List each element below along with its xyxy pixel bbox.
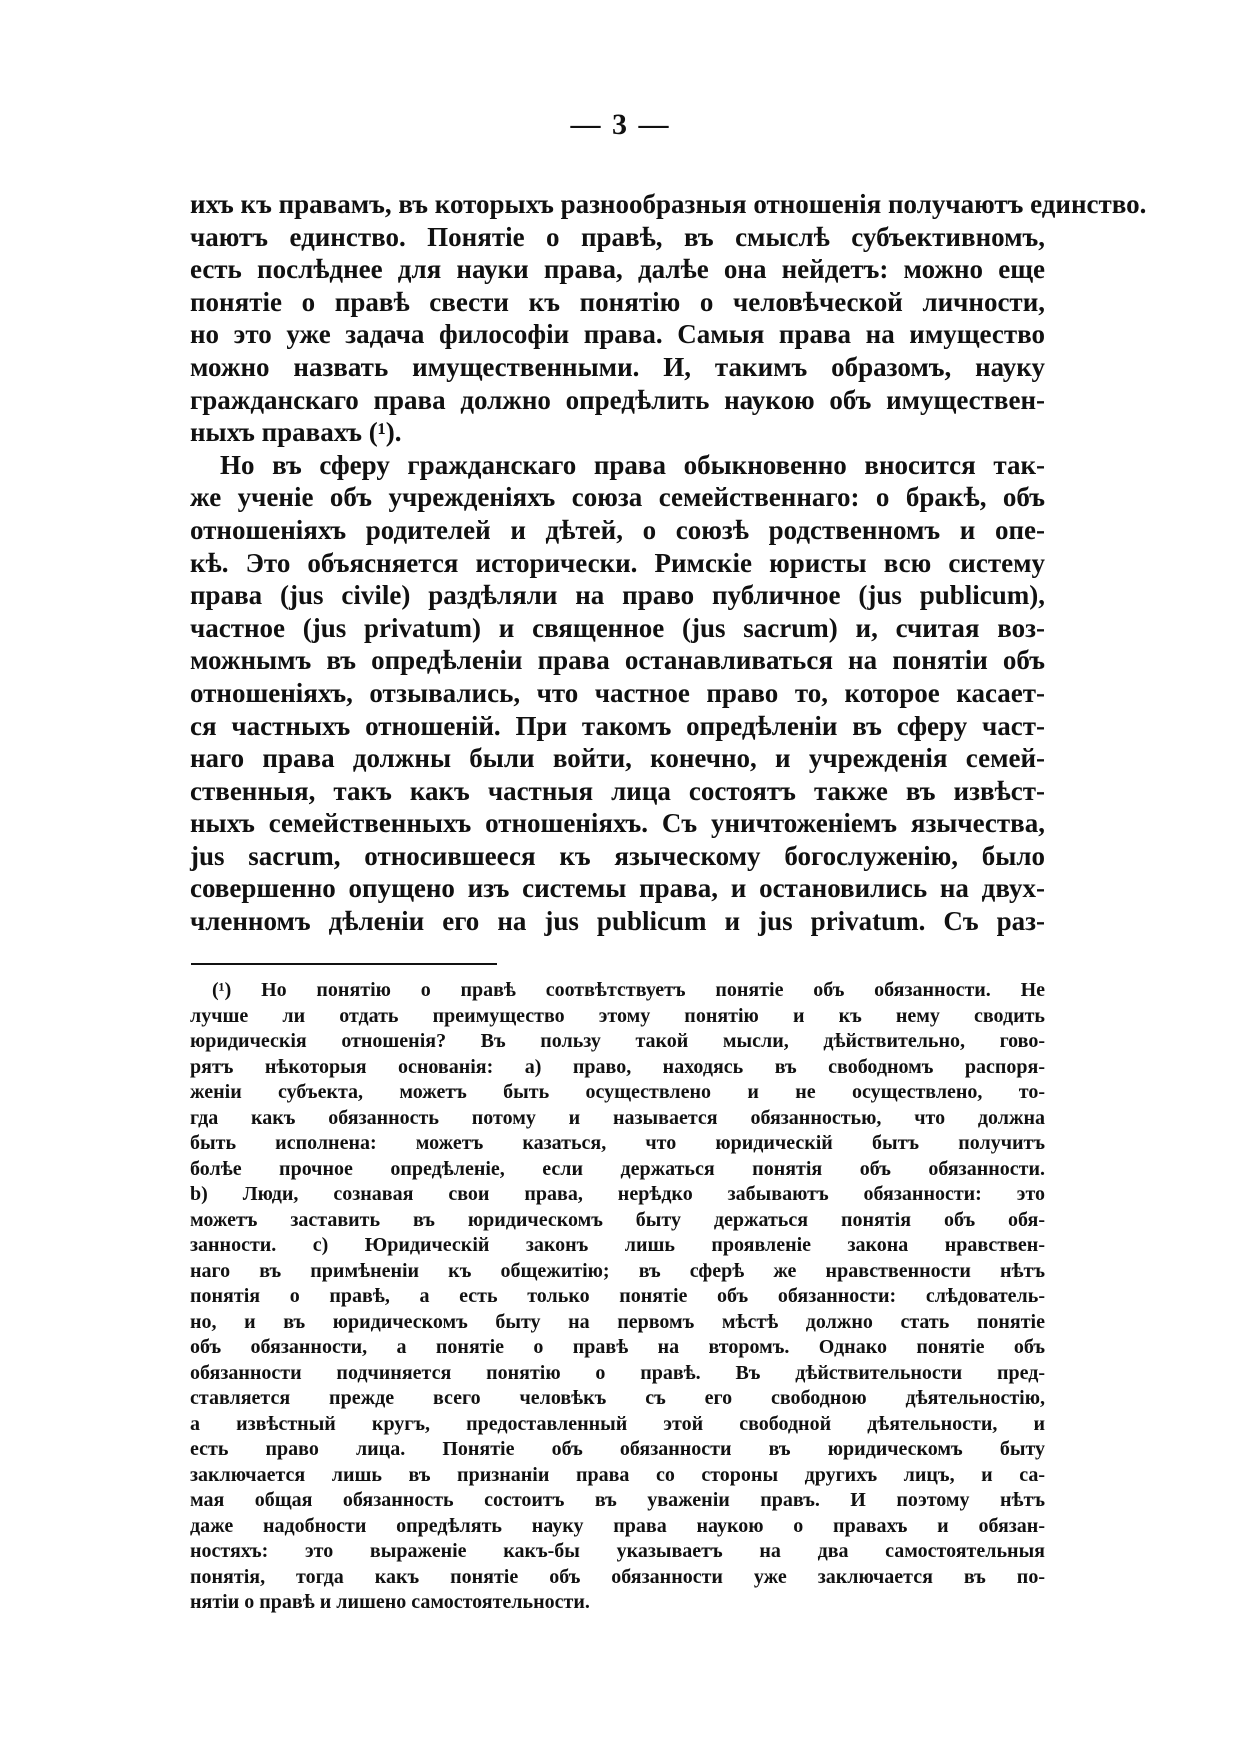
page-number: — 3 — <box>570 108 671 141</box>
footnote-line: наго въ примѣненіи къ общежитію; въ сферѣ же нравственности нѣтъ <box>190 1259 1045 1282</box>
text-line: можно назвать имущественными. И, такимъ образомъ, науку <box>190 351 1045 382</box>
footnote-line: занности. c) Юридическій законъ лишь проявленіе закона нравствен- <box>190 1234 1045 1256</box>
footnote-line: женіи субъекта, можетъ быть осуществлено и не осуществлено, то- <box>190 1081 1045 1103</box>
footnote-line: обязанности подчиняется понятію о правѣ. Въ дѣйствительности пред- <box>190 1361 1045 1384</box>
footnote-line: но, и въ юридическомъ быту на первомъ мѣстѣ должно стать понятіе <box>190 1310 1045 1333</box>
text-line: jus sacrum, относившееся къ языческому богослуженію, было <box>190 840 1045 871</box>
footnote-line: b) Люди, сознавая свои права, нерѣдко забываютъ обязанности: это <box>190 1183 1045 1205</box>
text-line: наго права должны были войти, конечно, и учрежденія семей- <box>190 743 1045 774</box>
footnote-line: понятія о правѣ, а есть только понятіе объ обязанности: слѣдователь- <box>190 1285 1045 1307</box>
text-line: же ученіе объ учрежденіяхъ союза семейственнаго: о бракѣ, объ <box>190 482 1045 513</box>
text-line: ихъ къ правамъ, въ которыхъ разнообразныя отношенія получаютъ единство. <box>190 189 1147 219</box>
text-line: можнымъ въ опредѣленіи права останавливаться на понятіи объ <box>190 645 1045 676</box>
footnote-line: гда какъ обязанность потому и называется обязанностью, что должна <box>190 1106 1045 1129</box>
main-text-block <box>190 188 1147 938</box>
text-line: чаютъ единство. Понятіе о правѣ, въ смыслѣ субъективномъ, <box>190 221 1045 252</box>
footnote-line: мая общая обязанность состоитъ въ уваженіи правъ. И поэтому нѣтъ <box>190 1489 1045 1511</box>
text-line: Но въ сферу гражданскаго права обыкновенно вносится так- <box>220 449 1045 480</box>
footnote-line: ставляется прежде всего человѣкъ съ его свободною дѣятельностію, <box>190 1387 1045 1409</box>
text-line: отношеніяхъ, отзывались, что частное право то, которое касает- <box>190 677 1045 708</box>
footnote-line: лучше ли отдать преимущество этому понятію и къ нему сводить <box>190 1004 1045 1027</box>
footnote-block <box>190 978 1045 1616</box>
text-line: ныхъ семейственныхъ отношеніяхъ. Съ уничтоженіемъ язычества, <box>190 808 1045 839</box>
footnote-line: а извѣстный кругъ, предоставленный этой свободной дѣятельности, и <box>190 1412 1045 1435</box>
text-line: членномъ дѣленіи его на jus publicum и jus privatum. Съ раз- <box>190 906 1045 937</box>
footnote-line: болѣе прочное опредѣленіе, если держаться понятія объ обязанности. <box>190 1157 1045 1180</box>
footnote-line: заключается лишь въ признаніи права со стороны другихъ лицъ, и са- <box>190 1463 1045 1486</box>
text-line: права (jus civile) раздѣляли на право публичное (jus publicum), <box>190 580 1045 611</box>
footnote-line: даже надобности опредѣлять науку права наукою о правахъ и обязан- <box>190 1514 1045 1537</box>
text-line: гражданскаго права должно опредѣлить наукою объ имуществен- <box>190 384 1045 415</box>
text-line: есть послѣднее для науки права, далѣе она нейдетъ: можно еще <box>190 254 1045 285</box>
footnote-line: ностяхъ: это выраженіе какъ-бы указываетъ на два самостоятельныя <box>190 1540 1045 1562</box>
text-line: ныхъ правахъ (¹). <box>190 417 402 448</box>
footnote-line: (¹) Но понятію о правѣ соотвѣтствуетъ понятіе объ обязанности. Не <box>212 979 1045 1001</box>
footnote-separator <box>191 963 497 965</box>
text-line: ся частныхъ отношеній. При такомъ опредѣленіи въ сферу част- <box>190 710 1045 741</box>
text-line: отношеніяхъ родителей и дѣтей, о союзѣ родственномъ и опе- <box>190 514 1045 545</box>
text-line: совершенно опущено изъ системы права, и остановились на двух- <box>190 873 1045 904</box>
text-line: частное (jus privatum) и священное (jus sacrum) и, считая воз- <box>190 612 1045 643</box>
text-line: кѣ. Это объясняется исторически. Римскіе юристы всю систему <box>190 547 1045 578</box>
footnote-line: объ обязанности, а понятіе о правѣ на второмъ. Однако понятіе объ <box>190 1336 1045 1358</box>
text-line: понятіе о правѣ свести къ понятію о человѣческой личности, <box>190 286 1045 317</box>
text-line: ственныя, такъ какъ частныя лица состоятъ также въ извѣст- <box>190 775 1045 806</box>
footnote-line: рятъ нѣкоторыя основанія: a) право, находясь въ свободномъ распоря- <box>190 1055 1045 1078</box>
text-line: но это уже задача философіи права. Самыя права на имущество <box>190 319 1045 350</box>
footnote-line: понятія, тогда какъ понятіе объ обязанности уже заключается въ по- <box>190 1565 1045 1588</box>
footnote-line: есть право лица. Понятіе объ обязанности въ юридическомъ быту <box>190 1438 1045 1460</box>
footnote-line: юридическія отношенія? Въ пользу такой мысли, дѣйствительно, гово- <box>190 1030 1045 1052</box>
footnote-line: нятіи о правѣ и лишено самостоятельности. <box>190 1591 590 1613</box>
footnote-line: можетъ заставить въ юридическомъ быту держаться понятія объ обя- <box>190 1208 1045 1231</box>
footnote-line: быть исполнена: можетъ казаться, что юридическій бытъ получитъ <box>190 1132 1045 1154</box>
